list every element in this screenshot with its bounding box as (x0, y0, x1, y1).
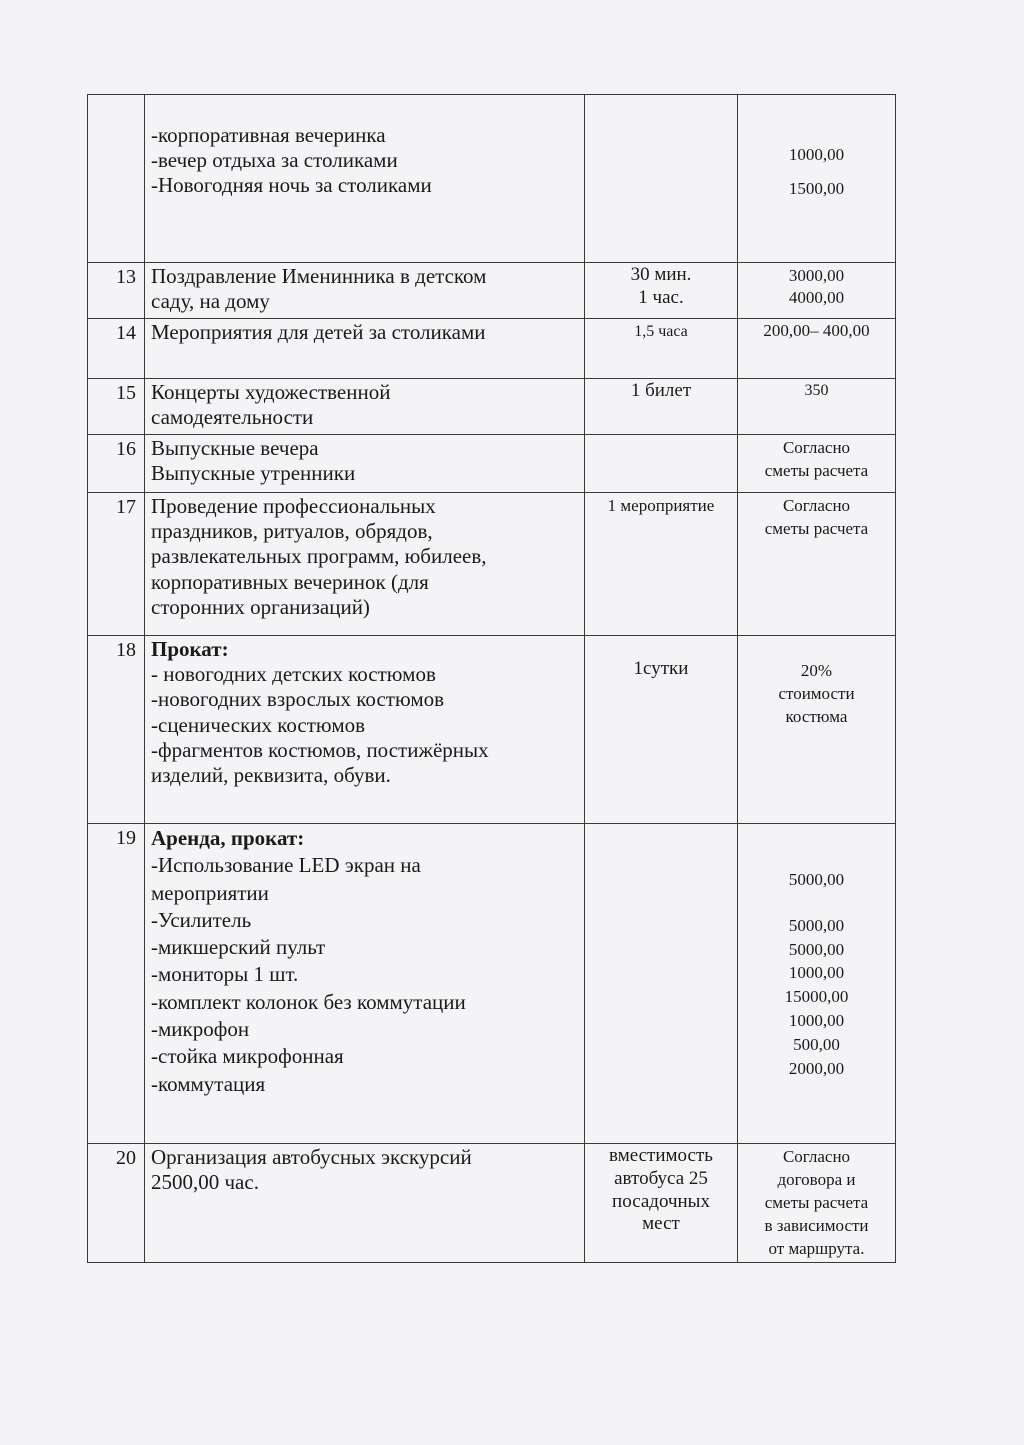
service-line: саду, на дому (151, 289, 270, 314)
service-name (145, 95, 585, 263)
service-title: Прокат: (151, 637, 229, 661)
price-cell (738, 636, 896, 824)
price-cell (738, 1144, 896, 1263)
service-name (145, 319, 585, 379)
service-name (145, 824, 585, 1144)
price-value: 15000,00 (784, 987, 849, 1007)
service-name (145, 435, 585, 493)
price-value: 4000,00 (788, 288, 845, 308)
service-title: Аренда, прокат: (151, 826, 305, 850)
service-line: -корпоративная вечеринка (151, 123, 386, 147)
row-number (88, 95, 145, 263)
row-number: 13 (88, 263, 145, 319)
price-cell (738, 824, 896, 1144)
price-value: в зависимости (764, 1215, 869, 1235)
service-line: -стойка микрофонная (151, 1044, 344, 1069)
unit-cell (585, 95, 738, 263)
service-line: -коммутация (151, 1071, 266, 1096)
service-line: Организация автобусных экскурсий (151, 1145, 472, 1169)
unit-value: 1,5 часа (634, 323, 688, 340)
price-cell (738, 379, 896, 435)
row-number: 18 (88, 636, 145, 824)
service-line: - новогодних детских костюмов (151, 662, 436, 687)
service-line: самодеятельности (151, 405, 314, 430)
table-row (88, 435, 896, 493)
price-cell (738, 319, 896, 379)
service-line: Выпускные вечера (151, 436, 319, 460)
unit-cell (585, 1144, 738, 1263)
service-line: развлекательных программ, юбилеев, (151, 544, 487, 569)
row-number: 16 (88, 435, 145, 493)
price-value: Согласно (782, 1147, 851, 1166)
price-value: 5000,00 (788, 870, 845, 889)
row-number: 17 (88, 493, 145, 636)
unit-value: вместимость (609, 1145, 713, 1166)
price-value: 500,00 (793, 1034, 840, 1054)
unit-cell (585, 435, 738, 493)
price-value: сметы расчета (764, 1192, 869, 1212)
service-line: -Усилитель (151, 907, 252, 932)
service-line: корпоративных вечеринок (для (151, 569, 429, 594)
unit-cell (585, 379, 738, 435)
price-value: 5000,00 (788, 915, 845, 935)
unit-value: 1 час. (638, 286, 684, 308)
price-value: договора и (777, 1169, 856, 1189)
price-value: 1000,00 (788, 1010, 845, 1030)
price-value: сметы расчета (764, 518, 869, 538)
price-cell (738, 95, 896, 263)
price-value: 3000,00 (788, 266, 845, 285)
price-value: сметы расчета (764, 460, 869, 480)
unit-value: 30 мин. (630, 264, 692, 285)
service-line: Поздравление Именинника в детском (151, 264, 487, 288)
service-line: -новогодних взрослых костюмов (151, 687, 445, 712)
service-line: -Новогодняя ночь за столиками (151, 173, 432, 198)
price-value: Согласно (782, 496, 851, 515)
service-line: -комплект колонок без коммутации (151, 989, 466, 1014)
table-row (88, 493, 896, 636)
service-name (145, 1144, 585, 1263)
price-value: стоимости (778, 683, 855, 703)
service-line: Проведение профессиональных (151, 494, 436, 518)
table-row (88, 636, 896, 824)
table-row (88, 95, 896, 263)
service-line: -Использование LED экран на (151, 853, 421, 878)
service-name (145, 379, 585, 435)
unit-cell (585, 636, 738, 824)
table-row (88, 379, 896, 435)
price-value: 1500,00 (788, 179, 845, 199)
table-row (88, 824, 896, 1144)
service-line: Мероприятия для детей за столиками (151, 320, 486, 344)
unit-cell (585, 824, 738, 1144)
service-line: Концерты художественной (151, 380, 391, 404)
service-line: 2500,00 час. (151, 1170, 259, 1195)
service-line: -фрагментов костюмов, постижёрных (151, 737, 489, 762)
unit-value: автобуса 25 (614, 1167, 708, 1189)
row-number: 14 (88, 319, 145, 379)
table-row (88, 1144, 896, 1263)
price-cell (738, 435, 896, 493)
unit-value: мест (642, 1213, 680, 1235)
service-line: -микшерский пульт (151, 935, 326, 960)
service-line: сторонних организаций) (151, 594, 370, 619)
unit-value: 1 мероприятие (607, 496, 715, 515)
service-line: -вечер отдыха за столиками (151, 148, 398, 173)
unit-value: 1сутки (633, 658, 689, 679)
table-row (88, 263, 896, 319)
price-value: 5000,00 (788, 939, 845, 959)
service-line: изделий, реквизита, обуви. (151, 762, 391, 787)
service-name (145, 493, 585, 636)
unit-cell (585, 263, 738, 319)
service-line: Выпускные утренники (151, 461, 356, 486)
service-name (145, 263, 585, 319)
service-line: -микрофон (151, 1017, 250, 1042)
unit-cell (585, 319, 738, 379)
service-name (145, 636, 585, 824)
unit-value: посадочных (612, 1190, 710, 1212)
service-line: -сценических костюмов (151, 712, 366, 737)
price-table (87, 94, 896, 1263)
service-line: мероприятии (151, 880, 269, 905)
price-value: 1000,00 (788, 963, 845, 983)
price-value: 2000,00 (788, 1058, 845, 1078)
table-row (88, 319, 896, 379)
price-cell (738, 493, 896, 636)
unit-cell (585, 493, 738, 636)
price-value: костюма (785, 706, 848, 726)
row-number: 20 (88, 1144, 145, 1263)
price-value: 350 (804, 382, 829, 399)
service-line: праздников, ритуалов, обрядов, (151, 519, 433, 544)
price-value: 200,00– 400,00 (763, 321, 870, 340)
row-number: 15 (88, 379, 145, 435)
price-cell (738, 263, 896, 319)
price-value: от маршрута. (768, 1238, 865, 1258)
service-line: -мониторы 1 шт. (151, 962, 299, 987)
unit-value: 1 билет (630, 380, 692, 401)
price-value: Согласно (782, 438, 851, 457)
price-value: 1000,00 (788, 145, 845, 164)
price-value: 20% (800, 661, 833, 680)
row-number: 19 (88, 824, 145, 1144)
